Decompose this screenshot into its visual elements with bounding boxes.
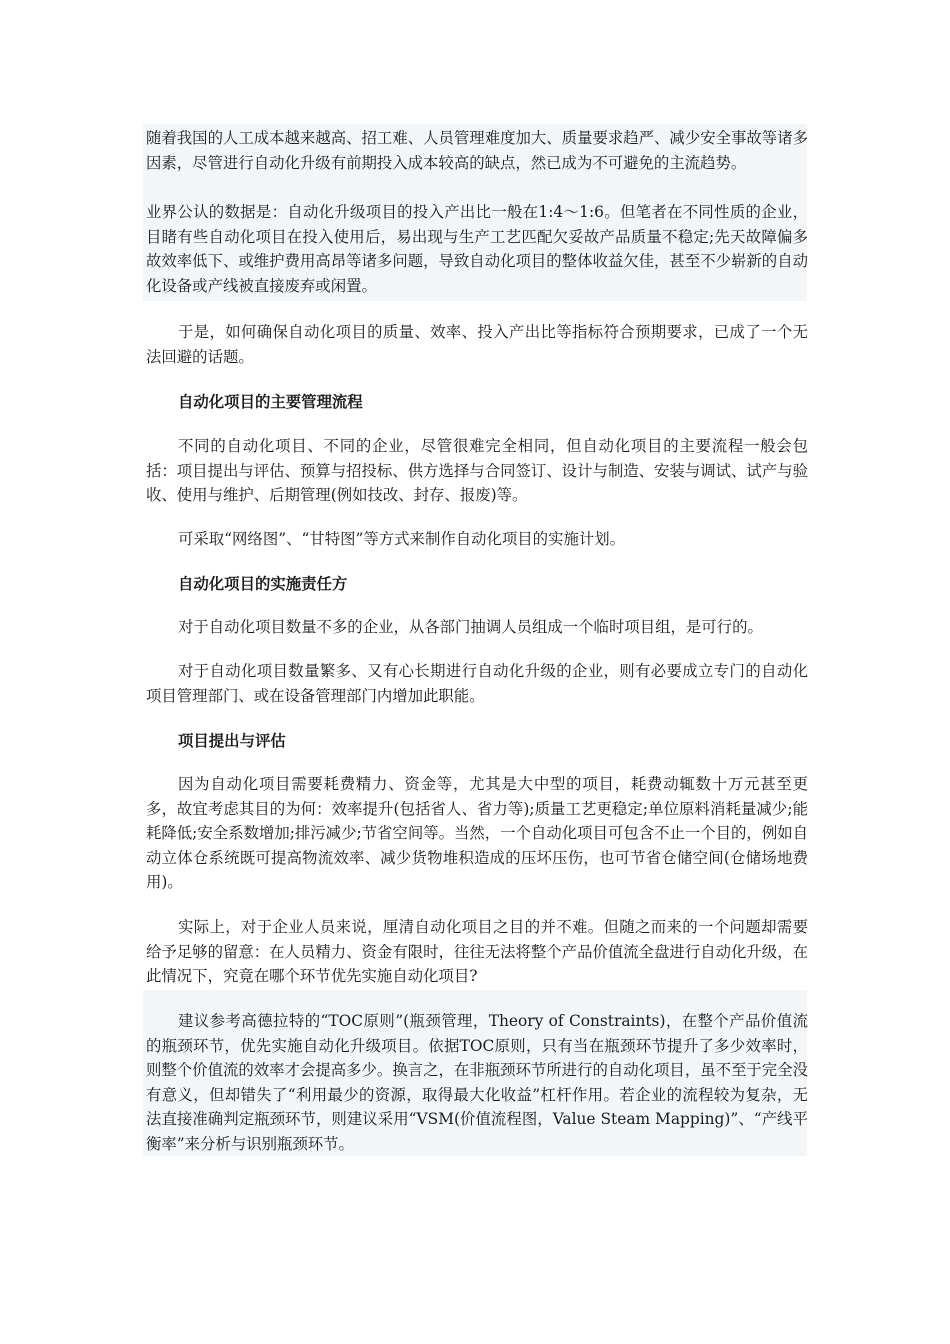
section-heading-process: 自动化项目的主要管理流程 — [178, 393, 363, 411]
paragraph-priority: 实际上，对于企业人员来说，厘清自动化项目之目的并不难。但随之而来的一个问题却需要给予足够的留意：在人员精力、资金有限时，往往无法将整个产品价值流全盘进行自动化升级，在此情况下，究竟在哪个环节优先实施自动化项目? — [146, 918, 808, 986]
section-heading-proposal: 项目提出与评估 — [178, 732, 286, 750]
paragraph-process: 不同的自动化项目、不同的企业，尽管很难完全相同，但自动化项目的主要流程一般会包括：项目提出与评估、预算与招投标、供方选择与合同签订、设计与制造、安装与调试、试产与验收、使用与维护、后期管理(例如技改、封存、报废)等。 — [146, 437, 808, 505]
paragraph-toc: 建议参考高德拉特的“TOC原则”(瓶颈管理，Theory of Constraints)，在整个产品价值流的瓶颈环节，优先实施自动化升级项目。依据TOC原则，只有当在瓶颈环节提升了多少效率时，则整个价值流的效率才会提高多少。换言之，在非瓶颈环节所进行的自动化项目，虽不至于完全没有意义，但却错失了“利用最少的资源，取得最大化收益”杠杆作用。若企业的流程较为复杂，无法直接准确判定瓶颈环节，则建议采用“VSM(价值流程图，Value Steam Mapping)”、“产线平衡率”来分析与识别瓶颈环节。 — [146, 1012, 808, 1153]
paragraph-temp-team: 对于自动化项目数量不多的企业，从各部门抽调人员组成一个临时项目组，是可行的。 — [178, 618, 763, 636]
paragraph-plan-methods: 可采取“网络图”、“甘特图”等方式来制作自动化项目的实施计划。 — [178, 530, 626, 548]
paragraph-question: 于是，如何确保自动化项目的质量、效率、投入产出比等指标符合预期要求，已成了一个无法回避的话题。 — [146, 323, 808, 366]
paragraph-industry-data: 业界公认的数据是：自动化升级项目的投入产出比一般在1:4～1:6。但笔者在不同性质的企业，目睹有些自动化项目在投入使用后，易出现与生产工艺匹配欠妥故产品质量不稳定;先天故障偏多故效率低下、或维护费用高昂等诸多问题，导致自动化项目的整体收益欠佳，甚至不少崭新的自动化设备或产线被直接废弃或闲置。 — [146, 203, 808, 295]
paragraph-intro: 随着我国的人工成本越来越高、招工难、人员管理难度加大、质量要求趋严、减少安全事故等诸多因素，尽管进行自动化升级有前期投入成本较高的缺点，然已成为不可避免的主流趋势。 — [146, 129, 808, 172]
paragraph-dedicated-dept: 对于自动化项目数量繁多、又有心长期进行自动化升级的企业，则有必要成立专门的自动化项目管理部门、或在设备管理部门内增加此职能。 — [146, 662, 808, 705]
paragraph-purpose: 因为自动化项目需要耗费精力、资金等，尤其是大中型的项目，耗费动辄数十万元甚至更多，故宜考虑其目的为何：效率提升(包括省人、省力等);质量工艺更稳定;单位原料消耗量减少;能耗降低;安全系数增加;排污减少;节省空间等。当然，一个自动化项目可包含不止一个目的，例如自动立体仓系统既可提高物流效率、减少货物堆积造成的压坏压伤，也可节省仓储空间(仓储场地费用)。 — [146, 775, 808, 892]
section-heading-responsibility: 自动化项目的实施责任方 — [178, 575, 348, 593]
